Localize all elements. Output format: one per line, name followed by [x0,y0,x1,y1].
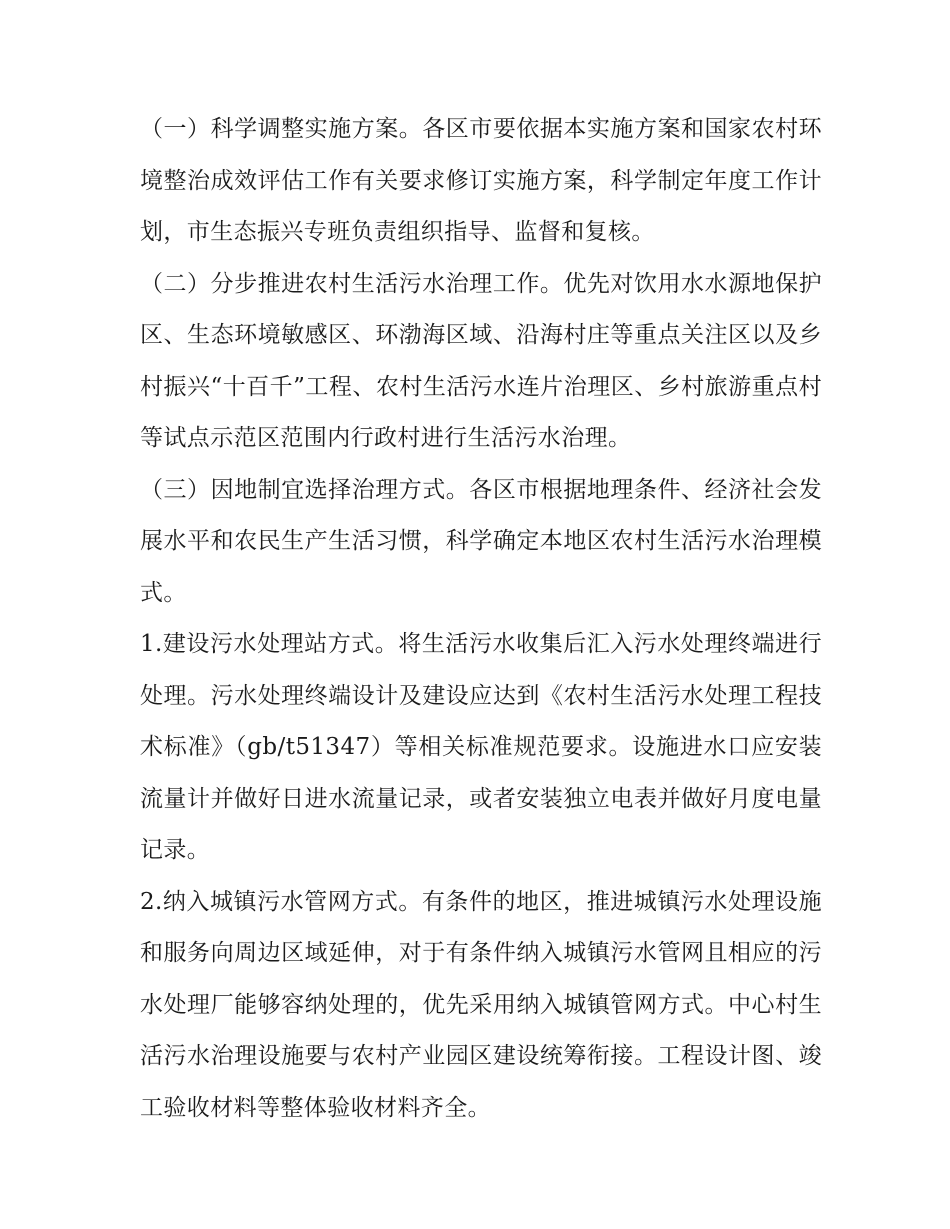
document-body [140,104,822,1134]
paragraph-1: （一）科学调整实施方案。各区市要依据本实施方案和国家农村环境整治成效评估工作有关要求修订实施方案，科学制定年度工作计划，市生态振兴专班负责组织指导、监督和复核。 [140,116,822,245]
paragraph-5: 2.纳入城镇污水管网方式。有条件的地区，推进城镇污水处理设施和服务向周边区域延伸，对于有条件纳入城镇污水管网且相应的污水处理厂能够容纳处理的，优先采用纳入城镇管网方式。中心村生活污水治理设施要与农村产业园区建设统筹衔接。工程设计图、竣工验收材料等整体验收材料齐全。 [140,888,822,1121]
paragraph-3: （三）因地制宜选择治理方式。各区市根据地理条件、经济社会发展水平和农民生产生活习惯，科学确定本地区农村生活污水治理模式。 [140,476,822,606]
paragraph-2: （二）分步推进农村生活污水治理工作。优先对饮用水水源地保护区、生态环境敏感区、环渤海区域、沿海村庄等重点关注区以及乡村振兴“十百千”工程、农村生活污水连片治理区、乡村旅游重点村等试点示范区范围内行政村进行生活污水治理。 [140,270,822,451]
paragraph-4: 1.建设污水处理站方式。将生活污水收集后汇入污水处理终端进行处理。污水处理终端设计及建设应达到《农村生活污水处理工程技术标准》（gb/t51347）等相关标准规范要求。设施进水口应安装流量计并做好日进水流量记录，或者安装独立电表并做好月度电量记录。 [140,631,822,863]
